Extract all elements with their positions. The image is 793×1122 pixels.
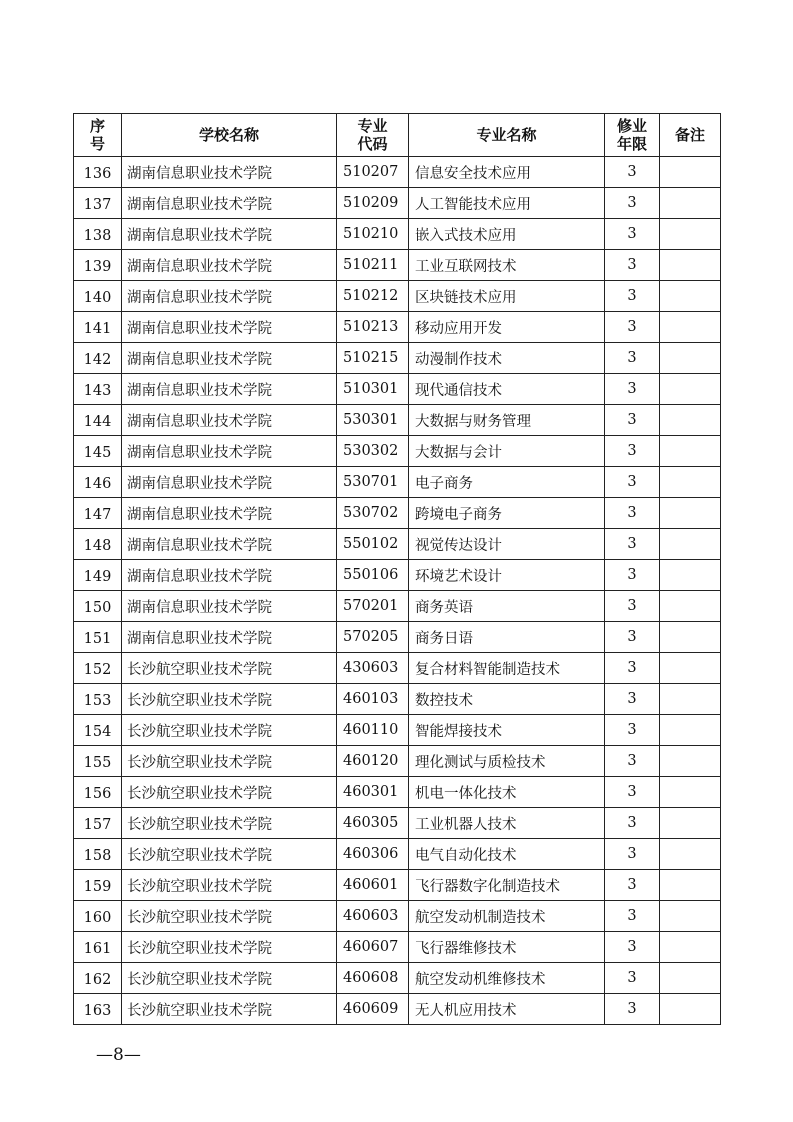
cell-major: 工业机器人技术 <box>409 808 605 839</box>
cell-school: 长沙航空职业技术学院 <box>122 715 337 746</box>
cell-school: 湖南信息职业技术学院 <box>122 188 337 219</box>
cell-major: 航空发动机维修技术 <box>409 963 605 994</box>
cell-remark <box>660 250 721 281</box>
table-row <box>74 343 721 374</box>
cell-school: 长沙航空职业技术学院 <box>122 994 337 1025</box>
cell-code: 510215 <box>337 343 409 374</box>
header-code <box>337 114 409 157</box>
cell-code: 460103 <box>337 684 409 715</box>
table-row <box>74 281 721 312</box>
table-row <box>74 405 721 436</box>
cell-school: 湖南信息职业技术学院 <box>122 405 337 436</box>
cell-major: 飞行器维修技术 <box>409 932 605 963</box>
cell-years: 3 <box>605 343 660 374</box>
cell-remark <box>660 901 721 932</box>
cell-years: 3 <box>605 715 660 746</box>
table-row <box>74 808 721 839</box>
cell-major: 商务英语 <box>409 591 605 622</box>
cell-code: 530301 <box>337 405 409 436</box>
table-row <box>74 157 721 188</box>
cell-school: 湖南信息职业技术学院 <box>122 498 337 529</box>
cell-years: 3 <box>605 684 660 715</box>
cell-code: 510301 <box>337 374 409 405</box>
cell-major: 环境艺术设计 <box>409 560 605 591</box>
cell-remark <box>660 281 721 312</box>
cell-years: 3 <box>605 591 660 622</box>
cell-seq: 161 <box>74 932 122 963</box>
cell-code: 530702 <box>337 498 409 529</box>
cell-seq: 160 <box>74 901 122 932</box>
cell-years: 3 <box>605 560 660 591</box>
cell-years: 3 <box>605 498 660 529</box>
cell-major: 理化测试与质检技术 <box>409 746 605 777</box>
cell-remark <box>660 777 721 808</box>
cell-seq: 137 <box>74 188 122 219</box>
cell-seq: 136 <box>74 157 122 188</box>
cell-major: 视觉传达设计 <box>409 529 605 560</box>
table-row <box>74 653 721 684</box>
cell-years: 3 <box>605 312 660 343</box>
cell-major: 智能焊接技术 <box>409 715 605 746</box>
cell-code: 460120 <box>337 746 409 777</box>
table-row <box>74 498 721 529</box>
cell-school: 湖南信息职业技术学院 <box>122 281 337 312</box>
cell-school: 湖南信息职业技术学院 <box>122 467 337 498</box>
table-row <box>74 560 721 591</box>
cell-code: 550106 <box>337 560 409 591</box>
table-row <box>74 932 721 963</box>
table-row <box>74 994 721 1025</box>
cell-code: 460609 <box>337 994 409 1025</box>
cell-seq: 147 <box>74 498 122 529</box>
header-seq-label: 序 号 <box>89 117 105 153</box>
cell-seq: 140 <box>74 281 122 312</box>
cell-years: 3 <box>605 529 660 560</box>
cell-remark <box>660 529 721 560</box>
table-row <box>74 219 721 250</box>
cell-seq: 152 <box>74 653 122 684</box>
cell-major: 飞行器数字化制造技术 <box>409 870 605 901</box>
page-number: —8— <box>96 1045 141 1065</box>
table-row <box>74 622 721 653</box>
cell-years: 3 <box>605 901 660 932</box>
cell-remark <box>660 436 721 467</box>
table-row <box>74 715 721 746</box>
cell-remark <box>660 622 721 653</box>
table-row <box>74 963 721 994</box>
cell-years: 3 <box>605 994 660 1025</box>
cell-major: 电气自动化技术 <box>409 839 605 870</box>
table-row <box>74 374 721 405</box>
cell-remark <box>660 808 721 839</box>
cell-school: 长沙航空职业技术学院 <box>122 932 337 963</box>
header-years <box>605 114 660 157</box>
cell-code: 430603 <box>337 653 409 684</box>
cell-code: 510207 <box>337 157 409 188</box>
cell-major: 动漫制作技术 <box>409 343 605 374</box>
cell-code: 510209 <box>337 188 409 219</box>
table-row <box>74 467 721 498</box>
cell-code: 460601 <box>337 870 409 901</box>
cell-seq: 138 <box>74 219 122 250</box>
cell-major: 大数据与财务管理 <box>409 405 605 436</box>
table-row <box>74 188 721 219</box>
cell-seq: 154 <box>74 715 122 746</box>
cell-seq: 139 <box>74 250 122 281</box>
cell-code: 460608 <box>337 963 409 994</box>
cell-years: 3 <box>605 157 660 188</box>
cell-years: 3 <box>605 870 660 901</box>
cell-remark <box>660 343 721 374</box>
cell-remark <box>660 715 721 746</box>
cell-school: 湖南信息职业技术学院 <box>122 560 337 591</box>
cell-code: 460301 <box>337 777 409 808</box>
cell-code: 550102 <box>337 529 409 560</box>
table-row <box>74 839 721 870</box>
cell-remark <box>660 591 721 622</box>
cell-seq: 141 <box>74 312 122 343</box>
header-major: 专业名称 <box>409 114 605 157</box>
header-school: 学校名称 <box>122 114 337 157</box>
cell-school: 长沙航空职业技术学院 <box>122 870 337 901</box>
cell-code: 510213 <box>337 312 409 343</box>
cell-years: 3 <box>605 963 660 994</box>
cell-seq: 145 <box>74 436 122 467</box>
cell-years: 3 <box>605 436 660 467</box>
cell-major: 航空发动机制造技术 <box>409 901 605 932</box>
cell-remark <box>660 312 721 343</box>
cell-school: 湖南信息职业技术学院 <box>122 219 337 250</box>
table-row <box>74 250 721 281</box>
table-row <box>74 870 721 901</box>
cell-remark <box>660 219 721 250</box>
cell-school: 长沙航空职业技术学院 <box>122 839 337 870</box>
cell-major: 信息安全技术应用 <box>409 157 605 188</box>
cell-seq: 163 <box>74 994 122 1025</box>
cell-major: 无人机应用技术 <box>409 994 605 1025</box>
cell-school: 湖南信息职业技术学院 <box>122 622 337 653</box>
cell-code: 570205 <box>337 622 409 653</box>
cell-major: 机电一体化技术 <box>409 777 605 808</box>
cell-remark <box>660 839 721 870</box>
cell-years: 3 <box>605 405 660 436</box>
cell-code: 510211 <box>337 250 409 281</box>
cell-years: 3 <box>605 777 660 808</box>
cell-school: 湖南信息职业技术学院 <box>122 436 337 467</box>
cell-remark <box>660 963 721 994</box>
cell-major: 复合材料智能制造技术 <box>409 653 605 684</box>
cell-school: 长沙航空职业技术学院 <box>122 746 337 777</box>
cell-school: 湖南信息职业技术学院 <box>122 312 337 343</box>
cell-school: 长沙航空职业技术学院 <box>122 901 337 932</box>
cell-seq: 151 <box>74 622 122 653</box>
table-row <box>74 777 721 808</box>
cell-school: 湖南信息职业技术学院 <box>122 591 337 622</box>
cell-school: 长沙航空职业技术学院 <box>122 777 337 808</box>
major-list-table <box>73 113 721 1025</box>
table-row <box>74 901 721 932</box>
cell-remark <box>660 560 721 591</box>
cell-remark <box>660 498 721 529</box>
cell-school: 长沙航空职业技术学院 <box>122 684 337 715</box>
cell-major: 移动应用开发 <box>409 312 605 343</box>
cell-major: 大数据与会计 <box>409 436 605 467</box>
cell-years: 3 <box>605 188 660 219</box>
cell-major: 数控技术 <box>409 684 605 715</box>
cell-school: 湖南信息职业技术学院 <box>122 343 337 374</box>
cell-seq: 148 <box>74 529 122 560</box>
cell-code: 530701 <box>337 467 409 498</box>
cell-years: 3 <box>605 467 660 498</box>
cell-years: 3 <box>605 374 660 405</box>
header-remark: 备注 <box>660 114 721 157</box>
cell-remark <box>660 684 721 715</box>
cell-seq: 144 <box>74 405 122 436</box>
cell-major: 现代通信技术 <box>409 374 605 405</box>
table-body <box>74 157 721 1025</box>
cell-years: 3 <box>605 281 660 312</box>
table-row <box>74 436 721 467</box>
table-header-row <box>74 114 721 157</box>
cell-seq: 158 <box>74 839 122 870</box>
cell-remark <box>660 188 721 219</box>
cell-seq: 159 <box>74 870 122 901</box>
cell-remark <box>660 653 721 684</box>
cell-seq: 155 <box>74 746 122 777</box>
cell-seq: 156 <box>74 777 122 808</box>
cell-seq: 162 <box>74 963 122 994</box>
cell-major: 工业互联网技术 <box>409 250 605 281</box>
table-row <box>74 529 721 560</box>
cell-code: 570201 <box>337 591 409 622</box>
cell-seq: 150 <box>74 591 122 622</box>
cell-years: 3 <box>605 622 660 653</box>
cell-code: 510210 <box>337 219 409 250</box>
cell-years: 3 <box>605 746 660 777</box>
cell-remark <box>660 746 721 777</box>
cell-years: 3 <box>605 839 660 870</box>
cell-code: 460305 <box>337 808 409 839</box>
cell-code: 460603 <box>337 901 409 932</box>
table-row <box>74 312 721 343</box>
cell-remark <box>660 374 721 405</box>
table-row <box>74 591 721 622</box>
cell-years: 3 <box>605 653 660 684</box>
cell-major: 电子商务 <box>409 467 605 498</box>
cell-seq: 142 <box>74 343 122 374</box>
cell-seq: 157 <box>74 808 122 839</box>
cell-code: 460110 <box>337 715 409 746</box>
cell-code: 460306 <box>337 839 409 870</box>
cell-remark <box>660 405 721 436</box>
cell-school: 湖南信息职业技术学院 <box>122 374 337 405</box>
cell-seq: 146 <box>74 467 122 498</box>
cell-remark <box>660 994 721 1025</box>
cell-major: 跨境电子商务 <box>409 498 605 529</box>
cell-seq: 143 <box>74 374 122 405</box>
cell-school: 长沙航空职业技术学院 <box>122 963 337 994</box>
cell-years: 3 <box>605 932 660 963</box>
header-years-label: 修业 年限 <box>616 117 647 153</box>
cell-seq: 153 <box>74 684 122 715</box>
cell-code: 530302 <box>337 436 409 467</box>
cell-major: 区块链技术应用 <box>409 281 605 312</box>
cell-school: 长沙航空职业技术学院 <box>122 653 337 684</box>
cell-seq: 149 <box>74 560 122 591</box>
cell-years: 3 <box>605 219 660 250</box>
cell-years: 3 <box>605 250 660 281</box>
cell-school: 湖南信息职业技术学院 <box>122 250 337 281</box>
header-code-label: 专业 代码 <box>357 117 388 153</box>
cell-school: 湖南信息职业技术学院 <box>122 157 337 188</box>
cell-code: 510212 <box>337 281 409 312</box>
cell-remark <box>660 157 721 188</box>
cell-remark <box>660 932 721 963</box>
cell-school: 湖南信息职业技术学院 <box>122 529 337 560</box>
cell-major: 嵌入式技术应用 <box>409 219 605 250</box>
header-seq <box>74 114 122 157</box>
cell-years: 3 <box>605 808 660 839</box>
cell-code: 460607 <box>337 932 409 963</box>
cell-major: 人工智能技术应用 <box>409 188 605 219</box>
cell-remark <box>660 870 721 901</box>
table-row <box>74 684 721 715</box>
cell-remark <box>660 467 721 498</box>
cell-major: 商务日语 <box>409 622 605 653</box>
cell-school: 长沙航空职业技术学院 <box>122 808 337 839</box>
major-list-table-container <box>73 113 720 1025</box>
table-row <box>74 746 721 777</box>
